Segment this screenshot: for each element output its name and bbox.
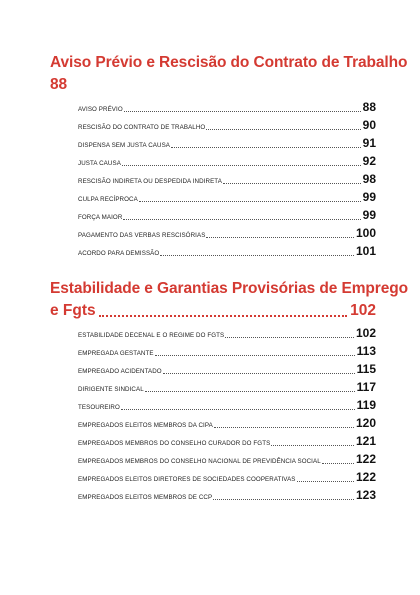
dot-leader (322, 463, 354, 464)
toc-entry-page: 92 (362, 154, 376, 168)
toc-entry-page: 117 (356, 380, 376, 394)
toc-entry-label: ACORDO PARA DEMISSÃO (78, 250, 160, 257)
dot-leader (123, 219, 360, 220)
toc-entry-label: FORÇA MAIOR (78, 214, 123, 221)
toc-entry[interactable] (78, 186, 376, 204)
toc-entry-page: 88 (362, 100, 376, 114)
toc-entry-label: EMPREGADOS MEMBROS DO CONSELHO NACIONAL DE PREVIDÊNCIA SOCIAL (78, 458, 321, 465)
toc-entry-label: EMPREGADOS MEMBROS DO CONSELHO CURADOR DO FGTS (78, 440, 271, 447)
toc-entry-page: 122 (355, 452, 376, 466)
toc-entry[interactable] (78, 204, 376, 222)
dot-leader (223, 183, 361, 184)
dot-leader (99, 315, 347, 317)
toc-entry[interactable] (78, 466, 376, 484)
dot-leader (155, 355, 355, 356)
toc-entry[interactable] (78, 240, 376, 258)
toc-entry-label: ESTABILIDADE DECENAL E O REGIME DO FGTS (78, 332, 225, 339)
toc-entry[interactable] (78, 150, 376, 168)
toc-entry-label: PAGAMENTO DAS VERBAS RESCISÓRIAS (78, 232, 206, 239)
dot-leader (163, 373, 355, 374)
dot-leader (213, 499, 354, 500)
toc-entry-page: 113 (356, 344, 376, 358)
dot-leader (171, 147, 361, 148)
toc-entry[interactable] (78, 168, 376, 186)
section-2-title-line-2: e Fgts (50, 302, 96, 319)
dot-leader (214, 427, 354, 428)
toc-entry-page: 99 (362, 190, 376, 204)
dot-leader (145, 391, 355, 392)
toc-entry-label: RESCISÃO INDIRETA OU DESPEDIDA INDIRETA (78, 178, 222, 185)
section-1-entries (78, 96, 376, 258)
toc-entry-page: 101 (355, 244, 376, 258)
dot-leader (139, 201, 361, 202)
toc-entry-label: EMPREGADOS ELEITOS DIRETORES DE SOCIEDADES COOPERATIVAS (78, 476, 296, 483)
toc-entry[interactable] (78, 448, 376, 466)
toc-entry[interactable] (78, 222, 376, 240)
section-1-title: Aviso Prévio e Rescisão do Contrato de Trabalho (50, 54, 408, 71)
dot-leader (271, 445, 354, 446)
toc-entry-page: 99 (362, 208, 376, 222)
toc-entry-page: 98 (362, 172, 376, 186)
toc-entry-label: EMPREGADO ACIDENTADO (78, 368, 162, 375)
section-2-heading-line-2[interactable] (50, 300, 376, 322)
toc-entry[interactable] (78, 340, 376, 358)
dot-leader (122, 165, 361, 166)
dot-leader (297, 481, 354, 482)
section-2-heading[interactable] (50, 278, 408, 300)
toc-entry-page: 121 (355, 434, 376, 448)
section-1-page-number: 88 (50, 76, 68, 93)
dot-leader (206, 237, 354, 238)
toc-entry-page: 122 (355, 470, 376, 484)
toc-entry-label: AVISO PRÉVIO (78, 106, 123, 113)
toc-entry-label: EMPREGADOS ELEITOS MEMBROS DA CIPA (78, 422, 213, 429)
dot-leader (160, 255, 354, 256)
toc-entry-label: CULPA RECÍPROCA (78, 196, 138, 203)
toc-entry[interactable] (78, 484, 376, 502)
toc-entry-page: 102 (355, 326, 376, 340)
toc-entry[interactable] (78, 322, 376, 340)
toc-entry-label: JUSTA CAUSA (78, 160, 121, 167)
toc-entry-page: 115 (356, 362, 376, 376)
toc-entry-label: RESCISÃO DO CONTRATO DE TRABALHO (78, 124, 206, 131)
toc-entry-label: DISPENSA SEM JUSTA CAUSA (78, 142, 171, 149)
toc-entry-page: 90 (362, 118, 376, 132)
section-2-entries (78, 322, 376, 502)
toc-entry[interactable] (78, 358, 376, 376)
dot-leader (124, 111, 361, 112)
toc-entry-label: DIRIGENTE SINDICAL (78, 386, 144, 393)
toc-entry[interactable] (78, 412, 376, 430)
dot-leader (206, 129, 360, 130)
section-2-title-line-1: Estabilidade e Garantias Provisórias de Emprego (50, 280, 408, 297)
dot-leader (225, 337, 354, 338)
toc-entry-label: EMPREGADOS ELEITOS MEMBROS DE CCP (78, 494, 213, 501)
toc-entry[interactable] (78, 96, 376, 114)
toc-entry[interactable] (78, 114, 376, 132)
dot-leader (121, 409, 355, 410)
section-2-page-number: 102 (350, 302, 376, 319)
toc-entry[interactable] (78, 430, 376, 448)
toc-entry-label: EMPREGADA GESTANTE (78, 350, 154, 357)
toc-entry-page: 119 (356, 398, 376, 412)
toc-entry[interactable] (78, 376, 376, 394)
toc-entry[interactable] (78, 394, 376, 412)
toc-entry-page: 120 (355, 416, 376, 430)
toc-entry-page: 100 (355, 226, 376, 240)
toc-entry-page: 123 (355, 488, 376, 502)
toc-entry-label: TESOUREIRO (78, 404, 120, 411)
toc-entry-page: 91 (362, 136, 376, 150)
toc-entry[interactable] (78, 132, 376, 150)
section-1-heading[interactable] (50, 52, 408, 96)
